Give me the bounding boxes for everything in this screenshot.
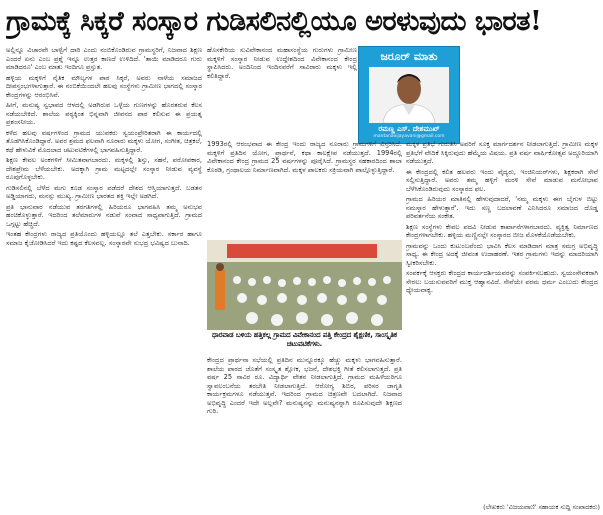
paragraph: ಸಂಪರ್ಕಕ್ಕೆ ಆಸಕ್ತರು ಕೇಂದ್ರದ ಕಾರ್ಯದರ್ಶಿಯವರನ್ನು ಸಂಪರ್ಕಿಸಬಹುದು. ಸ್ವಯಂಸೇವಕರಾಗಿ ಸೇರಲು ಬಯಸುವವರಿಗೆ ಮುಕ್ತ ಆಹ್ವಾನವಿದೆ. ಸೇವೆಯೇ ಪರಮ ಧರ್ಮ ಎಂಬುದು ಕೇಂದ್ರದ ಧ್ಯೇಯವಾಕ್ಯ.	[406, 269, 598, 294]
photo-caption: ಧಾರವಾಡ ಬಳಿಯ ಹತ್ತಿಕಲ್ಲ ಗ್ರಾಮದ ವಿವೇಕಾನಂದ ಪತ್ತಿ ಕೇಂದ್ರದ ಶೈಕ್ಷಣಿಕ, ಸಾಂಸ್ಕೃತಿಕ ಚಟುವಟಿಕೆಗಳು.	[212, 331, 397, 348]
author-portrait	[369, 67, 449, 123]
author-name: ರಮಣ್ಣ ಎಸ್. ದೇಶಮುಖ್	[378, 125, 440, 133]
article-column-2-intro: ಹೊಸಕೇರಿಯ ಸುವಿವೇಕಾನಂದ ಮಹಾಸಂಸ್ಥೆಯ ಗುರುಗಳು ಗ್ರಾಮೀಣ ಮಕ್ಕಳಿಗೆ ಸಂಸ್ಕಾರ ನೀಡುವ ಉದ್ದೇಶದಿಂದ ವಿವೇಕಾನಂದ ಕೇಂದ್ರ ಸ್ಥಾಪಿಸಿದರು. ಅಂದಿನಿಂದ ಇಂದಿನವರೆಗೆ ಸಾವಿರಾರು ಮಕ್ಕಳು ಇಲ್ಲಿ ಕಲಿತಿದ್ದಾರೆ.	[207, 46, 357, 80]
paragraph: ಕಳೆದ ಹಲವು ವರ್ಷಗಳಿಂದ ಗ್ರಾಮದ ಯುವಕರು ಸ್ವಯಂಪ್ರೇರಿತರಾಗಿ ಈ ಕಾರ್ಯದಲ್ಲಿ ತೊಡಗಿಸಿಕೊಂಡಿದ್ದಾರೆ. ಅವರ ಶ್ರಮದ ಫಲವಾಗಿ ನೂರಾರು ಮಕ್ಕಳು ಯೋಗ, ಸಂಗೀತ, ಚಿತ್ರಕಲೆ, ಕಥೆ ಹೇಳುವಿಕೆ ಮೊದಲಾದ ಚಟುವಟಿಕೆಗಳಲ್ಲಿ ಭಾಗವಹಿಸುತ್ತಿದ್ದಾರೆ.	[6, 128, 202, 154]
news-photo	[207, 240, 402, 330]
paragraph: ಗುಡಿಸಲಿನಲ್ಲಿ ಬೆಳೆದ ಮಗು ಕೂಡ ಸಂಸ್ಕಾರ ಪಡೆದರೆ ದೇಶದ ಆಸ್ತಿಯಾಗುತ್ತದೆ. ಬಡತನ ಅಡ್ಡಿಯಾಗದು, ಮನಸ್ಸು ಮುಖ್ಯ. ಗ್ರಾಮೀಣ ಭಾರತದ ಶಕ್ತಿ ಇಲ್ಲೇ ಅಡಗಿದೆ.	[6, 183, 202, 200]
paragraph: ಗ್ರಾಮದ ಹಿರಿಯರ ಮಾತಿನಲ್ಲಿ ಹೇಳುವುದಾದರೆ, 'ನಮ್ಮ ಮಕ್ಕಳು ಈಗ ಬೈಗುಳ ಬಿಟ್ಟು ನಮಸ್ಕಾರ ಹೇಳುತ್ತಾರೆ'. ಇದು ಸಣ್ಣ ಬದಲಾವಣೆ ಎನಿಸಿದರೂ ಸಮಾಜದ ದೊಡ್ಡ ಪರಿವರ್ತನೆಯ ಸಂಕೇತ.	[406, 195, 598, 220]
author-email: mantanavijayavani@gmail.com	[373, 134, 445, 139]
headline: ಗ್ರಾಮಕ್ಕೆ ಸಿಕ್ಕರೆ ಸಂಸ್ಕಾರ ಗುಡಿಸಲಿನಲ್ಲಿಯೂ ಅರಳುವುದು ಭಾರತ!	[6, 6, 542, 37]
author-byline: (ಲೇಖಕರು 'ವಿಜಯವಾಣಿ' ಸಹಾಯಕ ಸುದ್ದಿ ಸಂಪಾದಕರು)	[483, 503, 600, 511]
paragraph: ಇಂತಹ ಕೇಂದ್ರಗಳು ರಾಜ್ಯದ ಪ್ರತಿಯೊಂದು ಹಳ್ಳಿಯಲ್ಲೂ ತಲೆ ಎತ್ತಬೇಕು. ಸರ್ಕಾರ ಹಾಗೂ ಸಮಾಜ ಕೈಜೋಡಿಸಿದರೆ ಇದು ಕಷ್ಟದ ಕೆಲಸವಲ್ಲ. ಸಂಸ್ಕಾರವೇ ಸುಭದ್ರ ಭವಿಷ್ಯದ ಬುನಾದಿ.	[6, 230, 202, 247]
article-column-2: 1993ರಲ್ಲಿ ಆರಂಭವಾದ ಈ ಕೇಂದ್ರ ಇಂದು ರಾಜ್ಯದ ನೂರಾರು ಗ್ರಾಮಗಳಿಗೆ ವಿಸ್ತರಿಸಿದೆ. ಮಕ್ಕಳಿಗೆ ಪ್ರತಿದಿನ ಯೋಗ, ಪ್ರಾರ್ಥನೆ, ಕಥಾ ಕಾಲಕ್ಷೇಪ ನಡೆಯುತ್ತದೆ. 1994ರಲ್ಲಿ ವಿವೇಕಾನಂದ ಕೇಂದ್ರ ಗ್ರಾಮದ 25 ವರ್ಷಗಳನ್ನು ಪೂರೈಸಿದೆ. ಗ್ರಾಮಸ್ಥರ ಸಹಕಾರದಿಂದ ಶಾಲಾ ಕೊಠಡಿ, ಗ್ರಂಥಾಲಯ ನಿರ್ಮಾಣವಾಗಿದೆ. ಮಕ್ಕಳ ಪಾಲಕರು ಸಕ್ರಿಯವಾಗಿ ಪಾಲ್ಗೊಳ್ಳುತ್ತಿದ್ದಾರೆ.	[207, 140, 402, 174]
column-badge	[358, 46, 460, 144]
article-column-3	[406, 140, 598, 500]
paragraph: ಗ್ರಾಮವನ್ನು ಒಂದು ಕುಟುಂಬವೆಂದು ಭಾವಿಸಿ ಕೆಲಸ ಮಾಡಿದಾಗ ಮಾತ್ರ ಸಮಗ್ರ ಅಭಿವೃದ್ಧಿ ಸಾಧ್ಯ. ಈ ಕೇಂದ್ರ ಅದಕ್ಕೆ ಜೀವಂತ ಉದಾಹರಣೆ. ಇತರ ಗ್ರಾಮಗಳು ಇದನ್ನು ಮಾದರಿಯಾಗಿ ಸ್ವೀಕರಿಸಬೇಕು.	[406, 241, 598, 267]
article-column-2-continued: ಕೇಂದ್ರದ ಪ್ರಾರ್ಥನಾ ಸಭೆಯಲ್ಲಿ ಪ್ರತಿದಿನ ಮುನ್ನೂರಕ್ಕೂ ಹೆಚ್ಚು ಮಕ್ಕಳು ಭಾಗವಹಿಸುತ್ತಾರೆ. ಶಾಲೆಯ ಪಾಠದ ಜೊತೆಗೆ ಸಂಸ್ಕೃತ ಶ್ಲೋಕ, ಭಜನೆ, ದೇಶಭಕ್ತಿ ಗೀತೆ ಕಲಿಸಲಾಗುತ್ತದೆ. ಪ್ರತಿ ವರ್ಷ 25 ಸಾವಿರ ರೂ. ವಿದ್ಯಾರ್ಥಿ ವೇತನ ನೀಡಲಾಗುತ್ತಿದೆ. ಗ್ರಾಮದ ಮಹಿಳೆಯರಿಗೂ ಸ್ವಾವಲಂಬನೆಯ ತರಬೇತಿ ನೀಡಲಾಗುತ್ತಿದೆ. ಆರೋಗ್ಯ ಶಿಬಿರ, ಪರಿಸರ ಜಾಗೃತಿ ಕಾರ್ಯಕ್ರಮಗಳೂ ನಡೆಯುತ್ತವೆ. ಇದರಿಂದ ಗ್ರಾಮದ ಚಿತ್ರಣವೇ ಬದಲಾಗಿದೆ. ನಿಜವಾದ ಅಭಿವೃದ್ಧಿ ಎಂದರೆ ಇದೇ ಅಲ್ಲವೇ? ಮನುಷ್ಯನನ್ನು ಮನುಷ್ಯನನ್ನಾಗಿ ರೂಪಿಸುವುದೇ ಶಿಕ್ಷಣದ ಗುರಿ.	[207, 356, 402, 415]
paragraph: ಹಳ್ಳಿಯ ಮಕ್ಕಳಿಗೆ ನೈತಿಕ ಮೌಲ್ಯಗಳ ಪಾಠ ಸಿಕ್ಕರೆ, ಅವರು ನಾಳೆಯ ಸಮಾಜದ ದೀಪಸ್ತಂಭಗಳಾಗುತ್ತಾರೆ. ಈ ನಂಬಿಕೆಯಿಂದಲೇ ಹಲವು ಸಂಸ್ಥೆಗಳು ಗ್ರಾಮೀಣ ಭಾಗದಲ್ಲಿ ಸಂಸ್ಕಾರ ಕೇಂದ್ರಗಳನ್ನು ಆರಂಭಿಸಿವೆ.	[6, 73, 202, 99]
paragraph: ಪ್ರತಿ ಭಾನುವಾರ ನಡೆಯುವ ತರಗತಿಗಳಲ್ಲಿ ಹಿರಿಯರೂ ಭಾಗವಹಿಸಿ ತಮ್ಮ ಅನುಭವ ಹಂಚಿಕೊಳ್ಳುತ್ತಾರೆ. ಇದರಿಂದ ತಲೆಮಾರುಗಳ ನಡುವೆ ಸಂವಾದ ಸಾಧ್ಯವಾಗುತ್ತಿದೆ. ಗ್ರಾಮದ ಒಗ್ಗಟ್ಟು ಹೆಚ್ಚಿದೆ.	[6, 202, 202, 228]
paragraph: ಅಲ್ಲಿನ್ನೂ ವಿಚಾರವೇ ಬಾಳ್ವೆಗೆ ದಾರಿ ಎಂದು ನಂಬಿಕೊಂಡಿರುವ ಗ್ರಾಮಸ್ಥರಿಗೆ, ನಿಜವಾದ ಶಿಕ್ಷಣ ಎಂದರೆ ಏನು ಎಂಬ ಪ್ರಶ್ನೆ ಇನ್ನೂ ಉತ್ತರ ಕಾಣದೆ ಉಳಿದಿದೆ. 'ತಾಯಿ ಮಾಡಿದರೂ ಗುರು ಮಾಡಿದರೂ' ಎಂಬ ಮಾತು ಇಂದಿಗೂ ಪ್ರಸ್ತುತ.	[6, 46, 202, 71]
paragraph: ಹೀಗೆ, ಮನುಷ್ಯ ಸ್ವಭಾವದ ಆಳದಲ್ಲಿ ಅಡಗಿರುವ ಒಳ್ಳೆಯ ಗುಣಗಳನ್ನು ಹೊರತರುವ ಕೆಲಸ ನಡೆಯಬೇಕಿದೆ. ಶಾಲೆಯ ಪಠ್ಯಕ್ಕಿಂತ ಭಿನ್ನವಾಗಿ ಜೀವನದ ಪಾಠ ಕಲಿಸುವ ಈ ಪ್ರಯತ್ನ ಪ್ರಶಂಸನೀಯ.	[6, 101, 202, 126]
crowd-photo-image	[207, 240, 402, 330]
column-title: ಜರೂರ್ ಮಾತು	[380, 50, 438, 63]
paragraph: ಶಿಕ್ಷಣ ಸಂಸ್ಥೆಗಳು ಕೇವಲ ಪದವಿ ನೀಡುವ ಕಾರ್ಖಾನೆಗಳಾಗಬಾರದು. ವ್ಯಕ್ತಿತ್ವ ನಿರ್ಮಾಣದ ಕೇಂದ್ರಗಳಾಗಬೇಕು. ಹಳ್ಳಿಯ ಮಣ್ಣಿನಲ್ಲೇ ಸಂಸ್ಕಾರದ ಬೀಜ ಮೊಳಕೆಯೊಡೆಯಬೇಕು.	[406, 222, 598, 239]
paragraph: ಮಕ್ಕಳ ಪ್ರತಿಭೆ ಗುರುತಿಸಿ ಅವರಿಗೆ ಸೂಕ್ತ ಮಾರ್ಗದರ್ಶನ ನೀಡಲಾಗುತ್ತಿದೆ. ಗ್ರಾಮೀಣ ಮಕ್ಕಳ ಪ್ರತಿಭೆಗೆ ವೇದಿಕೆ ಸಿಕ್ಕಿರುವುದು ಹೆಮ್ಮೆಯ ವಿಷಯ. ಪ್ರತಿ ವರ್ಷ ವಾರ್ಷಿಕೋತ್ಸವ ಅದ್ದೂರಿಯಾಗಿ ನಡೆಯುತ್ತದೆ.	[406, 140, 598, 165]
article-column-1	[6, 46, 202, 512]
paragraph: ಈ ಕೇಂದ್ರದಲ್ಲಿ ಕಲಿತ ಹಲವರು ಇಂದು ವೈದ್ಯರು, ಇಂಜಿನಿಯರ್‌ಗಳು, ಶಿಕ್ಷಕರಾಗಿ ಸೇವೆ ಸಲ್ಲಿಸುತ್ತಿದ್ದಾರೆ. ಅವರು ತಮ್ಮ ಹಳ್ಳಿಗೆ ಮರಳಿ ಸೇವೆ ಮಾಡುವ ಮನೋಭಾವ ಬೆಳೆಸಿಕೊಂಡಿರುವುದು ಸಂಸ್ಕಾರದ ಫಲ.	[406, 167, 598, 193]
paragraph: ಶಿಕ್ಷಣ ಕೇವಲ ಅಂಕಗಳಿಗೆ ಸೀಮಿತವಾಗಬಾರದು. ಮಕ್ಕಳಲ್ಲಿ ಶಿಸ್ತು, ಸಹನೆ, ಪರೋಪಕಾರ, ದೇಶಪ್ರೇಮ ಬೆಳೆಯಬೇಕು. ಅದಕ್ಕಾಗಿ ಗ್ರಾಮ ಮಟ್ಟದಲ್ಲೇ ಸಂಸ್ಕಾರ ನೀಡುವ ವ್ಯವಸ್ಥೆ ರೂಪುಗೊಳ್ಳಬೇಕು.	[6, 156, 202, 181]
author-portrait-image	[369, 67, 449, 123]
